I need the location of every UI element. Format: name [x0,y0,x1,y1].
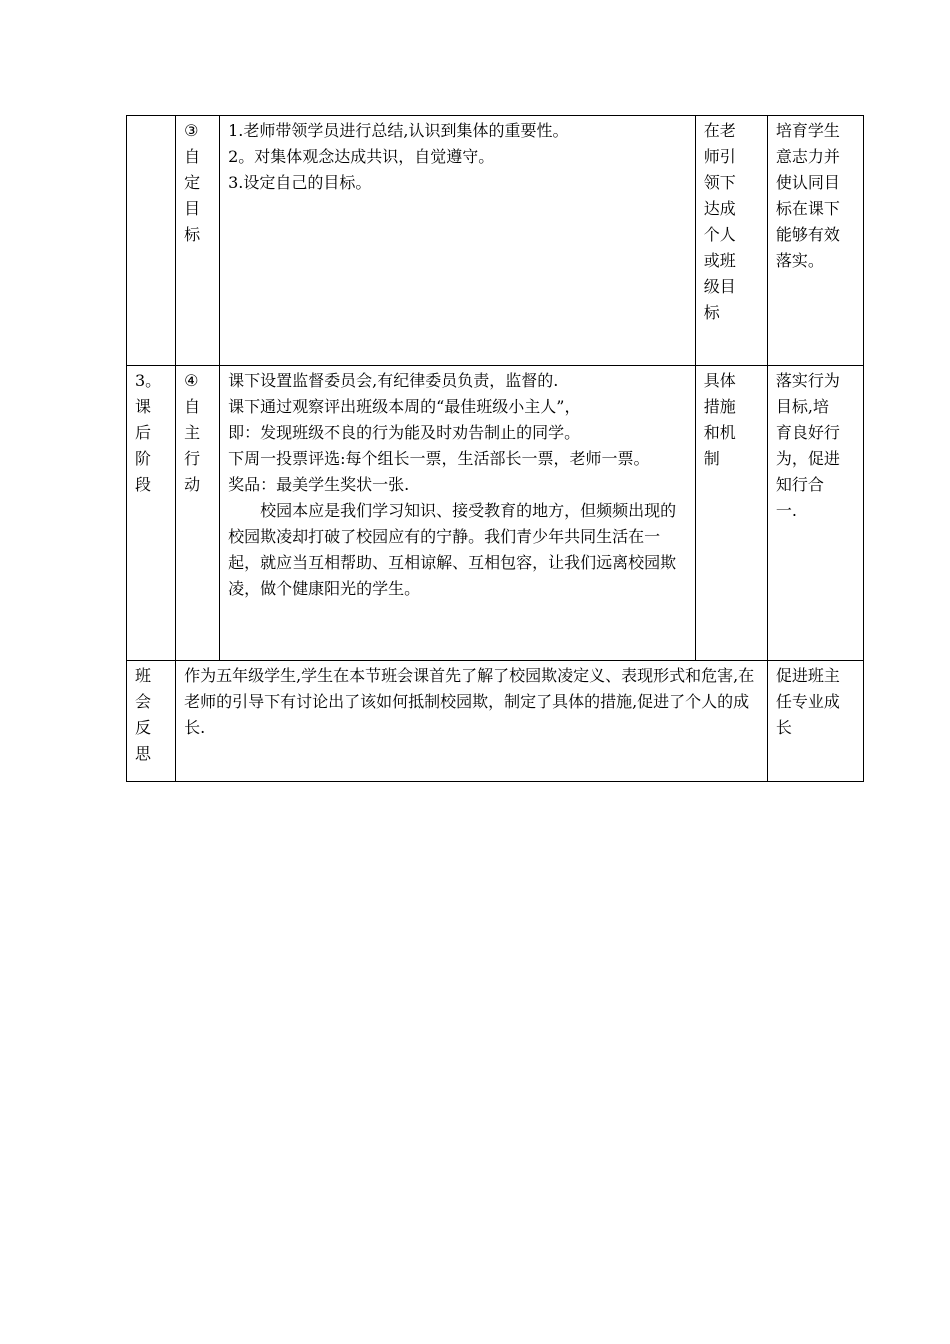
purpose-cell: 促进班主 任专业成 长 [767,661,863,782]
method-cell: 在老 师引 领下 达成 个人 或班 级目 标 [695,116,767,366]
step-cell: ④ 自 主 行 动 [176,366,220,661]
content-line: 即：发现班级不良的行为能及时劝告制止的同学。 [228,423,581,442]
content-line: 课下设置监督委员会,有纪律委员负责，监督的. [228,371,559,390]
content-line: 下周一投票评选:每个组长一票，生活部长一票，老师一票。 [228,449,650,468]
content-cell [220,116,696,366]
content-line: 课下通过观察评出班级本周的“最佳班级小主人”， [228,397,581,416]
purpose-cell: 培育学生 意志力并 使认同目 标在课下 能够有效 落实。 [767,116,863,366]
reflection-cell: 作为五年级学生,学生在本节班会课首先了解了校园欺凌定义、表现形式和危害,在老师的引导下有讨论出了该如何抵制校园欺，制定了具体的措施,促进了个人的成长. [176,661,768,782]
content-line: 1.老师带领学员进行总结,认识到集体的重要性。 [228,121,569,140]
stage-cell [127,116,176,366]
stage-cell: 班 会 反 思 [127,661,176,782]
content-cell [220,366,696,661]
step-cell: ③ 自 定 目 标 [176,116,220,366]
method-cell: 具体 措施 和机 制 [695,366,767,661]
purpose-cell: 落实行为 目标,培 育良好行 为，促进 知行合 一. [767,366,863,661]
stage-cell: 3。 课 后 阶 段 [127,366,176,661]
content-line: 奖品：最美学生奖状一张. [228,475,410,494]
content-line: 2。对集体观念达成共识，自觉遵守。 [228,147,495,166]
table-row [127,366,864,661]
content-line: 3.设定自己的目标。 [228,173,372,192]
table-row [127,116,864,366]
content-paragraph: 校园本应是我们学习知识、接受教育的地方，但频频出现的校园欺凌却打破了校园应有的宁静。我们青少年共同生活在一起，就应当互相帮助、互相谅解、互相包容，让我们远离校园欺凌，做个健康阳光的学生。 [228,501,677,598]
lesson-plan-table [126,115,864,782]
table-row [127,661,864,782]
